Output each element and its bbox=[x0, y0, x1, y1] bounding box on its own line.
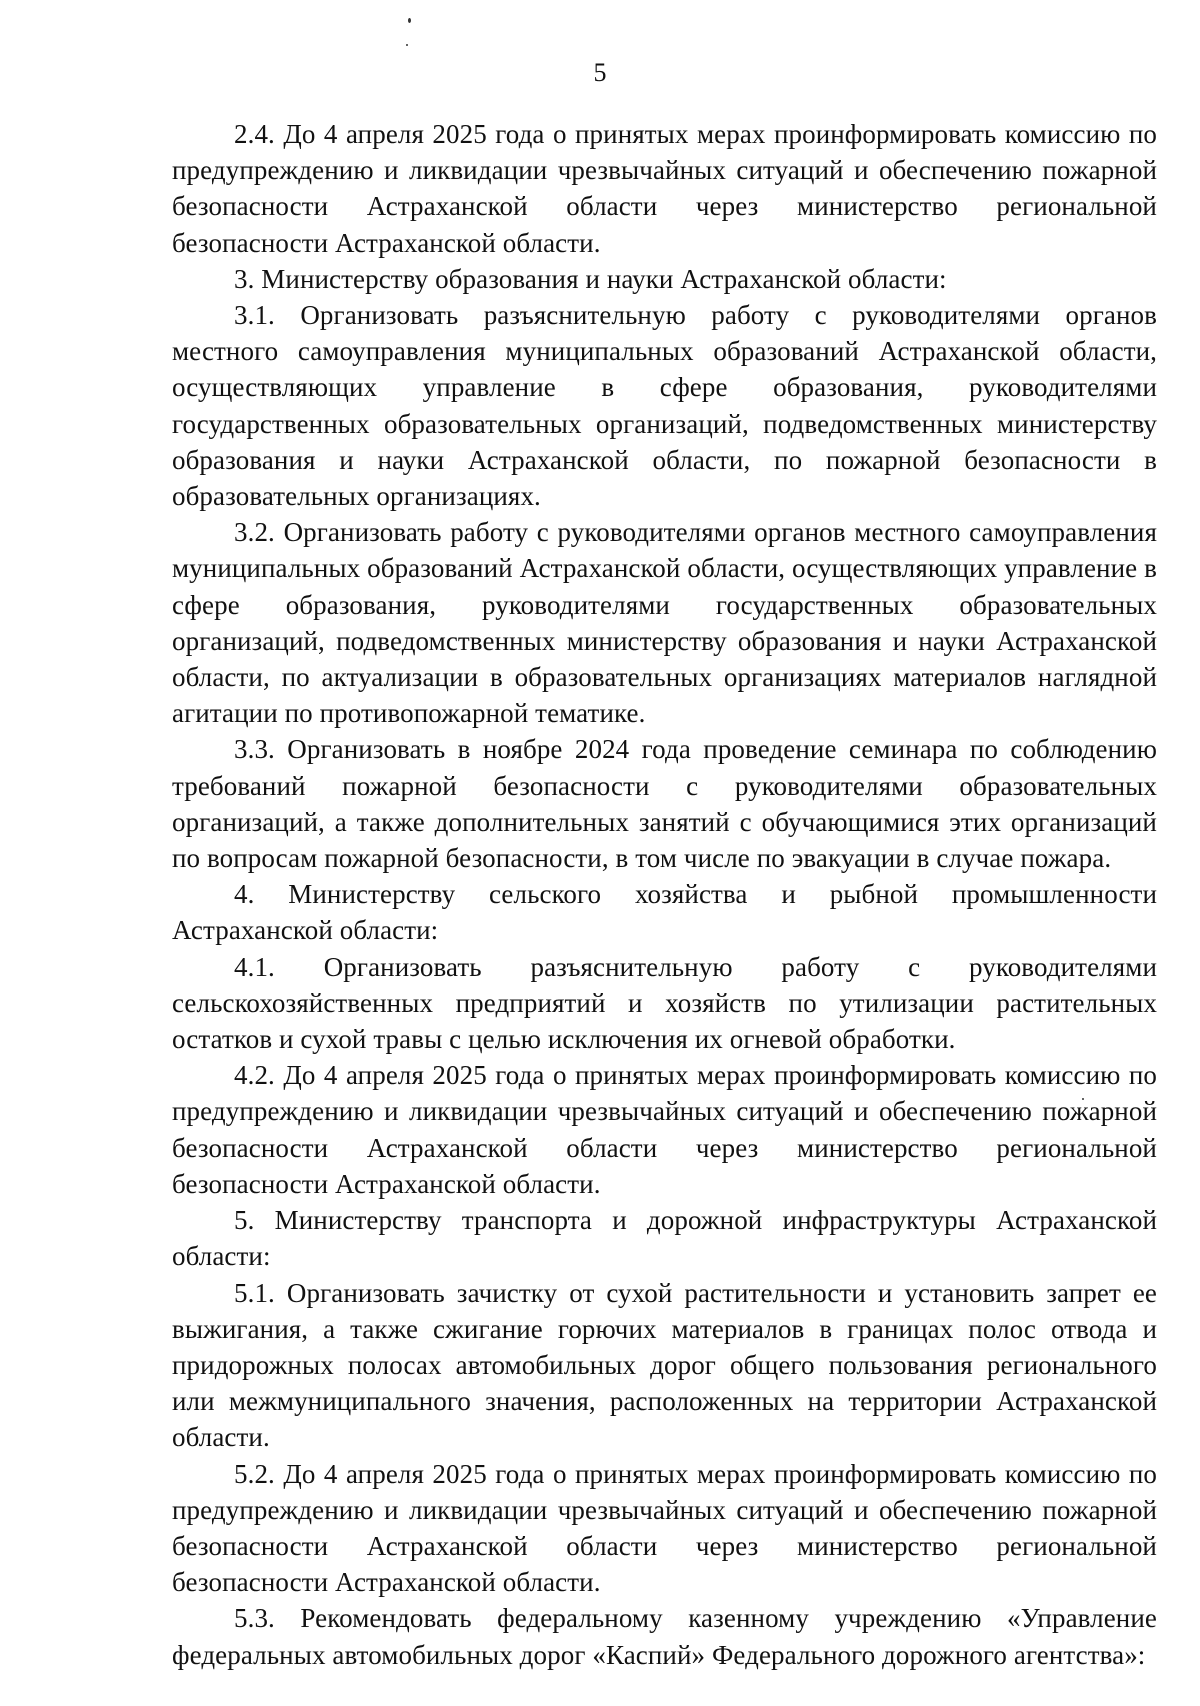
paragraph-4-1: 4.1. Организовать разъяснительную работу с руководителями сельскохозяйственных предприятий и хозяйств по утилизации растительных остатков и сухой травы с целью исключения их огневой обработки. bbox=[172, 951, 1157, 1055]
scan-speck-top-2 bbox=[406, 44, 408, 46]
page-number: 5 bbox=[593, 58, 607, 87]
paragraph-3: 3. Министерству образования и науки Астраханской области: bbox=[234, 263, 947, 294]
paragraph-3-1: 3.1. Организовать разъяснительную работу с руководителями органов местного самоуправления муниципальных образований Астраханской области, осуществляющих управление в сфере образования, руководителями государственных образовательных организаций, подведомственных министерству образования и науки Астраханской области, по пожарной безопасности в образовательных организациях. bbox=[172, 300, 1157, 512]
scan-speck-top bbox=[408, 18, 411, 23]
paragraph-5-2: 5.2. До 4 апреля 2025 года о принятых мерах проинформировать комиссию по предупреждению и ликвидации чрезвычайных ситуаций и обеспечению пожарной безопасности Астраханской области через министерство региональной безопасности Астраханской области. bbox=[172, 1458, 1157, 1598]
paragraph-4: 4. Министерству сельского хозяйства и рыбной промышленности Астраханской области: bbox=[172, 879, 1157, 946]
paragraph-5-3: 5.3. Рекомендовать федеральному казенному учреждению «Управление федеральных автомобильных дорог «Каспий» Федерального дорожного агентства»: bbox=[172, 1603, 1157, 1670]
document-body bbox=[172, 116, 1157, 1673]
paragraph-2-4: 2.4. До 4 апреля 2025 года о принятых мерах проинформировать комиссию по предупреждению и ликвидации чрезвычайных ситуаций и обеспечению пожарной безопасности Астраханской области через министерство региональной безопасности Астраханской области. bbox=[172, 119, 1157, 258]
paragraph-3-2: 3.2. Организовать работу с руководителями органов местного самоуправления муниципальных образований Астраханской области, осуществляющих управление в сфере образования, руководителями государственных образовательных организаций, подведомственных министерству образования и науки Астраханской области, по актуализации в образовательных организациях материалов наглядной агитации по противопожарной тематике. bbox=[172, 517, 1157, 729]
paragraph-4-2: 4.2. До 4 апреля 2025 года о принятых мерах проинформировать комиссию по предупреждению и ликвидации чрезвычайных ситуаций и обеспечению пожарной безопасности Астраханской области через министерство региональной безопасности Астраханской области. bbox=[172, 1060, 1157, 1199]
paragraph-5: 5. Министерству транспорта и дорожной инфраструктуры Астраханской области: bbox=[172, 1205, 1157, 1272]
paragraph-5-1: 5.1. Организовать зачистку от сухой растительности и установить запрет ее выжигания, а также сжигание горючих материалов в границах полос отвода и придорожных полосах автомобильных дорог общего пользования регионального или межмуниципального значения, расположенных на территории Астраханской области. bbox=[172, 1277, 1157, 1453]
paragraph-3-3: 3.3. Организовать в ноябре 2024 года проведение семинара по соблюдению требований пожарной безопасности с руководителями образовательных организаций, а также дополнительных занятий с обучающимися этих организаций по вопросам пожарной безопасности, в том числе по эвакуации в случае пожара. bbox=[172, 734, 1157, 874]
